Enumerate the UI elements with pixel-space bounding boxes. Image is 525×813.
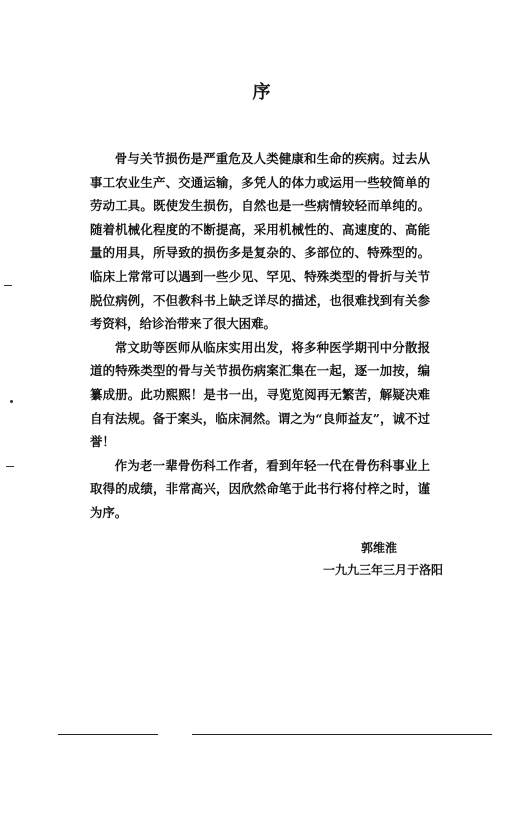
preface-body [90,147,430,525]
preface-paragraph-1: 骨与关节损伤是严重危及人类健康和生命的疾病。过去从事工农业生产、交通运输，多凭人的体力或运用一些较简单的劳动工具。既使发生损伤，自然也是一些病情较轻而单纯的。随着机械化程度的不断提高，采用机械性的、高速度的、高能量的用具，所导致的损伤多是复杂的、多部位的、特殊型的。临床上常常可以遇到一些少见、罕见、特殊类型的骨折与关节脱位病例，不但教科书上缺乏详尽的描述，也很难找到有关参考资料，给诊治带来了很大困难。 [90,151,430,332]
scan-rule-bottom-left [58,734,158,735]
author-signature: 郭维淮 [360,541,397,555]
signature-date: 一九九三年三月于洛阳 [322,563,443,577]
scan-rule-bottom-main [192,734,492,735]
preface-paragraph-2: 常文助等医师从临床实用出发，将多种医学期刊中分散报道的特殊类型的骨与关节损伤病案汇集在一起，逐一加按，编纂成册。此功熙熙！是书一出，寻览览阅再无繁苦，解疑决难自有法规。备于案头，临床洞然。谓之为“良师益友”，诚不过誉！ [90,339,430,450]
scan-mark-left-1 [4,285,12,286]
scan-mark-left-3 [6,466,14,467]
scan-mark-left-2 [10,400,13,403]
preface-paragraph-3: 作为老一辈骨伤科工作者，看到年轻一代在骨伤科事业上取得的成绩，非常高兴，因欣然命笔于此书行将付梓之时，谨为序。 [90,457,430,520]
page-title: 序 [252,82,273,103]
